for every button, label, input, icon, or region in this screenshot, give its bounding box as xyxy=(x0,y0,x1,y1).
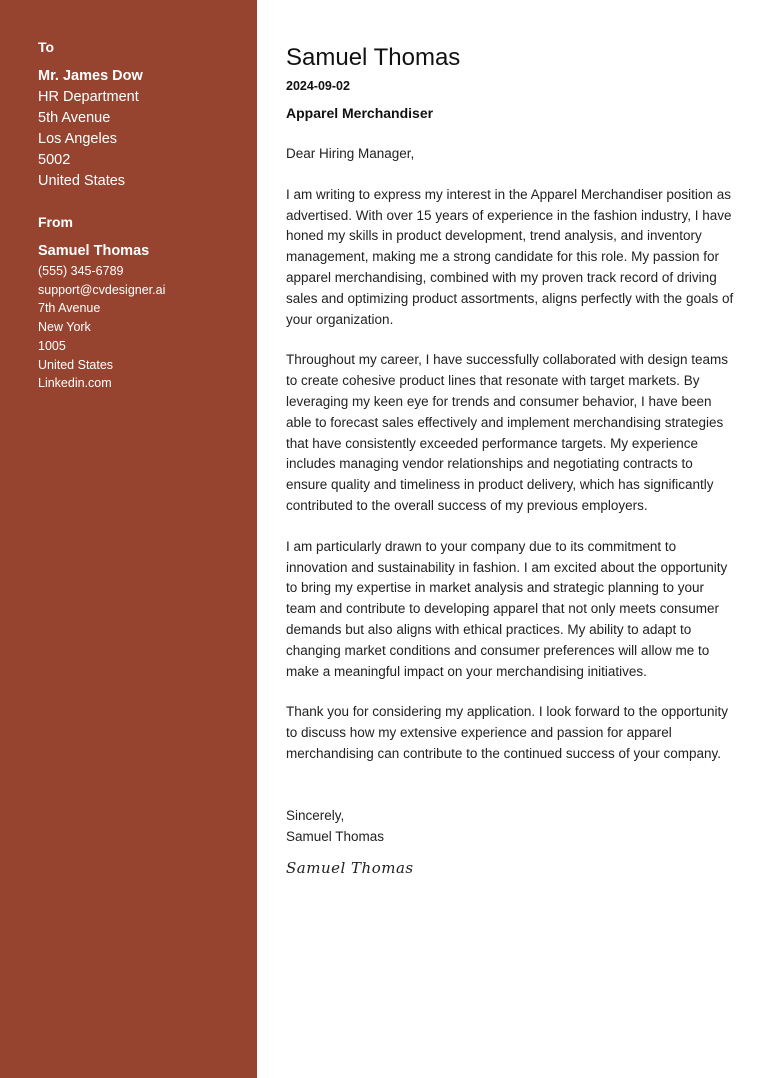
recipient-name: Mr. James Dow xyxy=(38,68,143,84)
sender-phone: (555) 345-6789 xyxy=(38,264,124,278)
signature: Samuel Thomas xyxy=(286,859,414,878)
sender-city: New York xyxy=(38,320,91,335)
sender-email: support@cvdesigner.ai xyxy=(38,282,166,297)
recipient-line: Los Angeles xyxy=(38,131,118,147)
sender-street: 7th Avenue xyxy=(38,301,101,316)
letter-date: 2024-09-02 xyxy=(286,79,350,93)
paragraph: I am particularly drawn to your company due to its commitment to innovation and sustainability in fashion. I am excited about the opportunity to bring my expertise in market analysis and strategic planning to your team and contribute to developing apparel that not only meets consumer demands but also aligns with ethical practices. My ability to adapt to changing market conditions and consumer preferences will allow me to make a meaningful impact on your merchandising initiatives. xyxy=(286,538,728,679)
job-title: Apparel Merchandiser xyxy=(286,105,434,121)
sidebar xyxy=(0,0,257,1078)
sender-block xyxy=(38,241,257,393)
applicant-name: Samuel Thomas xyxy=(286,44,461,71)
salutation: Dear Hiring Manager, xyxy=(286,146,415,161)
recipient-block xyxy=(38,66,257,192)
recipient-line: 5th Avenue xyxy=(38,110,111,126)
recipient-line: HR Department xyxy=(38,89,139,105)
sender-country: United States xyxy=(38,357,114,372)
letter-body xyxy=(286,44,736,877)
signed-name: Samuel Thomas xyxy=(286,828,385,844)
recipient-line: United States xyxy=(38,173,126,189)
paragraph: Throughout my career, I have successfully collaborated with design teams to create cohesive product lines that resonate with target markets. By leveraging my keen eye for trends and consumer behavior, I have been able to forecast sales effectively and implement merchandising strategies that have consistently exceeded performance targets. My experience includes managing vendor relationships and negotiating contracts to ensure quality and timeliness in product delivery, which has significantly contributed to the overall success of my previous employers. xyxy=(286,352,728,513)
paragraph: Thank you for considering my application. I look forward to the opportunity to discuss how my extensive experience and passion for apparel merchandising can contribute to the continued success of your company. xyxy=(286,704,728,761)
closing: Sincerely, xyxy=(286,807,345,823)
sender-zip: 1005 xyxy=(38,338,66,353)
to-heading: To xyxy=(38,39,55,55)
recipient-line: 5002 xyxy=(38,152,71,168)
sender-name: Samuel Thomas xyxy=(38,243,150,259)
paragraph: I am writing to express my interest in the Apparel Merchandiser position as advertised. With over 15 years of experience in the fashion industry, I have honed my skills in product development, trend analysis, and inventory management, making me a strong candidate for this role. My passion for apparel merchandising, combined with my proven track record of driving sales and optimizing product assortments, aligns perfectly with the goals of your organization. xyxy=(286,186,734,327)
from-heading: From xyxy=(38,214,73,230)
sender-linkedin: Linkedin.com xyxy=(38,376,112,391)
